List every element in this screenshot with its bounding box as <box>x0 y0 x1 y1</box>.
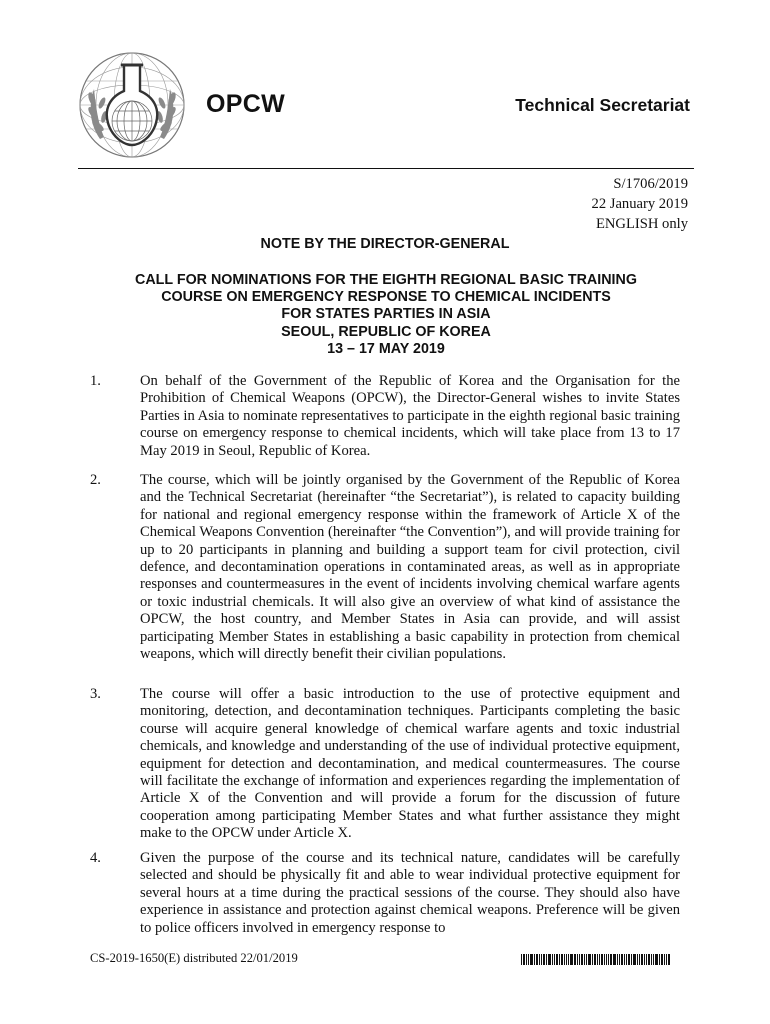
call-title-line: 13 – 17 MAY 2019 <box>327 340 445 357</box>
barcode-bar <box>577 954 578 965</box>
header-divider <box>78 168 694 169</box>
paragraph-3 <box>90 686 680 843</box>
barcode-bar <box>633 954 636 965</box>
barcode-bar <box>530 954 533 965</box>
barcode-bar <box>606 954 607 965</box>
barcode-bar <box>651 954 652 965</box>
paragraph-number: 2. <box>90 472 101 488</box>
document-reference: S/1706/2019 <box>613 176 688 192</box>
barcode-bar <box>621 954 623 965</box>
barcode-bar <box>536 954 538 965</box>
note-title: NOTE BY THE DIRECTOR-GENERAL <box>260 236 510 252</box>
call-title-line: FOR STATES PARTIES IN ASIA <box>281 306 491 323</box>
call-title <box>80 272 692 358</box>
barcode-bar <box>608 954 609 965</box>
barcode-bar <box>644 954 645 965</box>
barcode-bar <box>668 954 670 965</box>
barcode-bar <box>526 954 527 965</box>
secretariat-heading: Technical Secretariat <box>515 95 690 115</box>
barcode-bar <box>653 954 654 965</box>
barcode-bar <box>624 954 625 965</box>
barcode-bar <box>574 954 576 965</box>
barcode-bar <box>584 954 585 965</box>
paragraph-number: 4. <box>90 850 101 866</box>
paragraph-number: 3. <box>90 686 101 702</box>
barcode-bar <box>659 954 660 965</box>
barcode-bar <box>579 954 580 965</box>
barcode-bar <box>599 954 600 965</box>
barcode-bar <box>594 954 596 965</box>
barcode-bar <box>619 954 620 965</box>
barcode-bar <box>597 954 598 965</box>
barcode-bar <box>581 954 583 965</box>
barcode-bar <box>561 954 563 965</box>
barcode-bar <box>546 954 547 965</box>
barcode-bar <box>601 954 603 965</box>
barcode-bar <box>666 954 667 965</box>
barcode-bar <box>556 954 558 965</box>
paragraph-text: The course, which will be jointly organised by the Government of the Republic of Korea and the Technical Secretariat (hereinafter “the Secretariat”), is related to capacity building for national and regional emergency response within the framework of Article X of the Chemical Weapons Convention (hereinafter “the Convention”), and will provide training for up to 20 participants in planning and building a support team for civil protection, civil defence, and decontamination operations in contaminated areas, as well as in appropriate responses and countermeasures in the event of incidents involving chemical warfare agents or toxic industrial chemicals. It will also give an overview of what kind of assistance the OPCW, the host country, and Member States in Asia can provide, and will assist participating Member States in establishing a basic capability in protection from chemical weapons, which will directly benefit their civilian populations. <box>140 472 680 663</box>
paragraph-text: The course will offer a basic introduction to the use of protective equipment and monitoring, detection, and decontamination techniques. Participants completing the basic course will acquire general knowledge of chemical warfare agents and toxic industrial chemicals, and knowledge and understanding of the use of individual protective equipment, equipment for detection and decontamination, and medical countermeasures. The course will facilitate the exchange of information and experiences regarding the implementation of Article X of the Convention and will provide a forum for the discussion of future cooperation among participating Member States and what further assistance they might make to the OPCW under Article X. <box>140 686 680 842</box>
distribution-note: CS-2019-1650(E) distributed 22/01/2019 <box>90 951 298 965</box>
barcode-bar <box>664 954 665 965</box>
paragraph-number: 1. <box>90 373 101 389</box>
document-date: 22 January 2019 <box>591 196 688 212</box>
barcode-bar <box>628 954 630 965</box>
paragraph-4 <box>90 850 680 937</box>
barcode-bar <box>559 954 560 965</box>
barcode-bar <box>661 954 663 965</box>
barcode-bar <box>617 954 618 965</box>
barcode-bar <box>641 954 643 965</box>
barcode-bar <box>564 954 565 965</box>
document-metadata <box>592 174 688 234</box>
barcode-bar <box>528 954 529 965</box>
call-title-line: COURSE ON EMERGENCY RESPONSE TO CHEMICAL INCIDENTS <box>161 289 611 306</box>
barcode-bar <box>570 954 573 965</box>
barcode-bar <box>554 954 555 965</box>
paragraph-2 <box>90 472 680 663</box>
barcode-bar <box>626 954 627 965</box>
barcode-bar <box>604 954 605 965</box>
barcode <box>521 954 679 965</box>
barcode-bar <box>631 954 632 965</box>
barcode-bar <box>541 954 542 965</box>
barcode-bar <box>639 954 640 965</box>
barcode-bar <box>521 954 522 965</box>
barcode-bar <box>655 954 658 965</box>
barcode-bar <box>613 954 616 965</box>
barcode-bar <box>588 954 591 965</box>
barcode-bar <box>646 954 647 965</box>
paragraph-text: On behalf of the Government of the Republic of Korea and the Organisation for the Prohibition of Chemical Weapons (OPCW), the Director-General wishes to invite States Parties in Asia to nominate representatives to participate in the eighth regional basic training course on emergency response to chemical incidents, which will take place from 13 to 17 May 2019 in Seoul, Republic of Korea. <box>140 373 680 459</box>
barcode-bar <box>648 954 650 965</box>
barcode-bar <box>548 954 551 965</box>
call-title-line: CALL FOR NOMINATIONS FOR THE EIGHTH REGIONAL BASIC TRAINING <box>135 272 637 288</box>
opcw-emblem-icon <box>78 51 186 159</box>
barcode-bar <box>543 954 545 965</box>
barcode-bar <box>534 954 535 965</box>
barcode-bar <box>552 954 553 965</box>
barcode-bar <box>539 954 540 965</box>
barcode-bar <box>637 954 638 965</box>
barcode-bar <box>610 954 612 965</box>
barcode-bar <box>592 954 593 965</box>
document-language: ENGLISH only <box>595 216 688 232</box>
org-name: OPCW <box>206 90 285 118</box>
barcode-bar <box>523 954 525 965</box>
barcode-bar <box>568 954 569 965</box>
barcode-bar <box>586 954 587 965</box>
barcode-bar <box>566 954 567 965</box>
paragraph-text: Given the purpose of the course and its technical nature, candidates will be carefully selected and should be physically fit and able to wear individual protective equipment for several hours at a time during the practical sessions of the course. They should also have experience in assistance and protection against chemical weapons. Preference will be given to police officers involved in emergency response to <box>140 850 680 936</box>
paragraph-1 <box>90 373 680 460</box>
call-title-line: SEOUL, REPUBLIC OF KOREA <box>281 323 491 340</box>
